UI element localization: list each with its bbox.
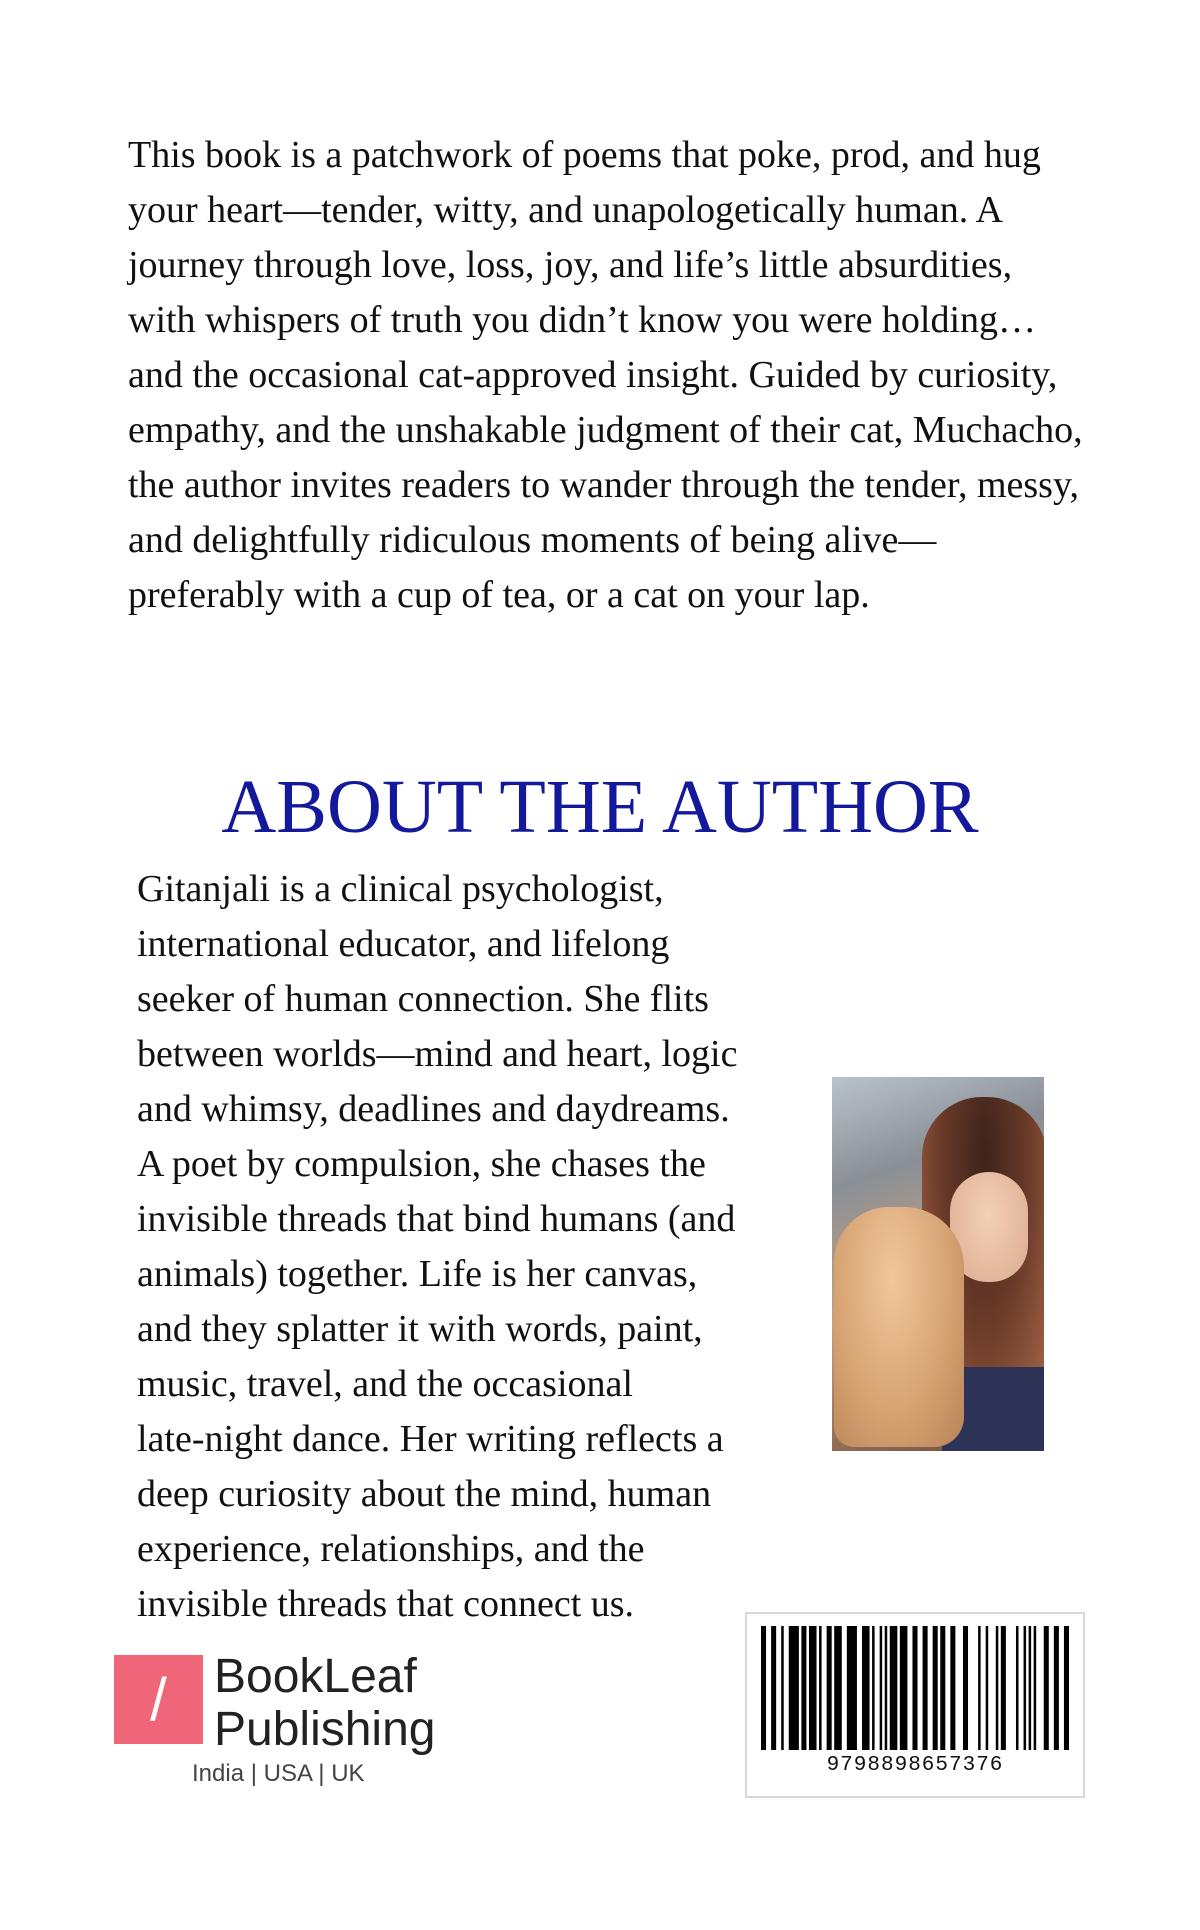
barcode-bar [1064,1626,1069,1750]
barcode-bar [1016,1626,1019,1750]
author-photo-cat [834,1207,964,1447]
barcode-bar [801,1626,806,1750]
barcode-bar [940,1626,945,1750]
barcode-bar [809,1626,817,1750]
barcode-bar [986,1626,989,1750]
barcode-bars [761,1626,1069,1750]
bio-line: seeker of human connection. She flits [137,978,709,1020]
barcode-bar [862,1626,870,1750]
publisher-regions: India | USA | UK [192,1760,365,1787]
bio-line: international educator, and lifelong [137,923,670,965]
barcode-bar [963,1626,968,1750]
publisher-logo-mark [114,1655,203,1744]
publisher-name-line2: Publishing [214,1703,436,1756]
bio-line: Gitanjali is a clinical psychologist, [137,868,664,910]
bio-line: music, travel, and the occasional [137,1363,633,1405]
barcode-bar [1054,1626,1059,1750]
bio-line: and whimsy, deadlines and daydreams. [137,1088,730,1130]
barcode-bar [761,1626,766,1750]
barcode-bar [912,1626,917,1750]
barcode-bar [933,1626,938,1750]
author-photo [832,1077,1044,1451]
barcode-bar [789,1626,799,1750]
barcode-bar [890,1626,898,1750]
barcode-bar [847,1626,857,1750]
barcode-bar [1034,1626,1037,1750]
barcode-bar [1024,1626,1027,1750]
barcode-bar [900,1626,908,1750]
book-blurb: This book is a patchwork of poems that poke, prod, and hug your heart—tender, witty, and unapologetically human. A journey through love, loss, joy, and life’s little absurdities, with whispers of truth you didn’t know you were holding…and the occasional cat-approved insight. Guided by curiosity, empathy, and the unshakable judgment of their cat, Muchacho, the author invites readers to wander through the tender, messy, and delightfully ridiculous moments of being alive—preferably with a cup of tea, or a cat on your lap. [128,134,1083,616]
barcode-bar [1029,1626,1032,1750]
barcode-bar [771,1626,776,1750]
bio-line: late-night dance. Her writing reflects a [137,1418,724,1460]
bio-line: invisible threads that connect us. [137,1583,635,1625]
bio-line: invisible threads that bind humans (and [137,1198,736,1240]
barcode-bar [819,1626,822,1750]
barcode-bar [1044,1626,1049,1750]
barcode-bar [827,1626,832,1750]
bio-line: and they splatter it with words, paint, [137,1308,703,1350]
barcode-bar [950,1626,955,1750]
barcode-bar [978,1626,981,1750]
publisher-name-line1: BookLeaf [214,1650,417,1703]
bio-line: deep curiosity about the mind, human [137,1473,712,1515]
publisher-logo-slash: / [150,1666,167,1733]
bio-line: A poet by compulsion, she chases the [137,1143,706,1185]
barcode-bar [923,1626,928,1750]
bio-line: between worlds—mind and heart, logic [137,1033,738,1075]
barcode-bar [996,1626,999,1750]
isbn-barcode [745,1612,1085,1798]
barcode-bar [834,1626,842,1750]
barcode-bar [885,1626,888,1750]
barcode-bar [880,1626,883,1750]
barcode-bar [781,1626,784,1750]
bio-line: experience, relationships, and the [137,1528,645,1570]
bio-line: animals) together. Life is her canvas, [137,1253,698,1295]
isbn-number: 9798898657376 [826,1754,1004,1777]
barcode-bar [872,1626,875,1750]
barcode-bar [1001,1626,1006,1750]
about-author-heading: ABOUT THE AUTHOR [221,765,979,849]
